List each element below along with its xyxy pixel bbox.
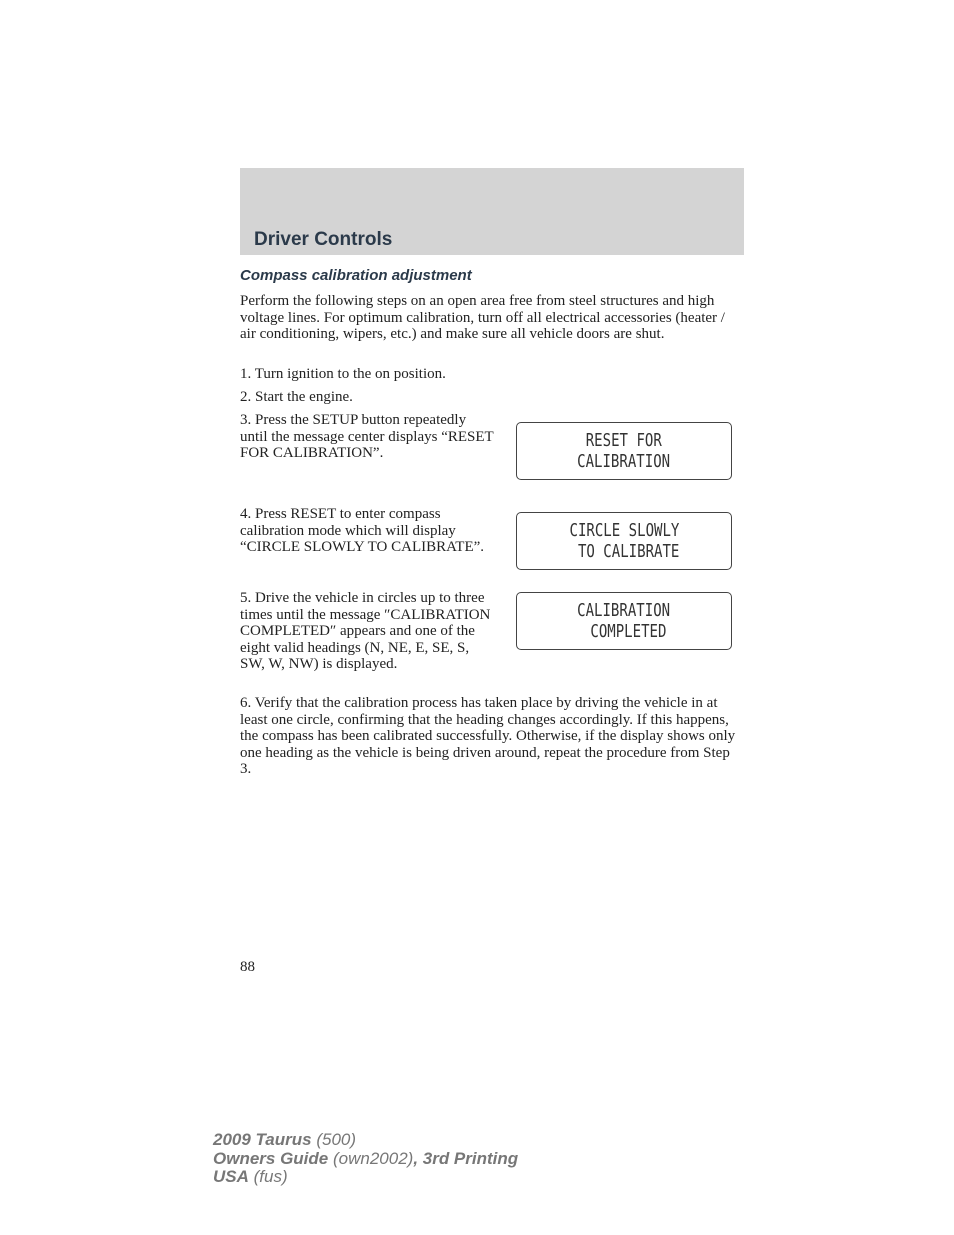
- display-line: RESET FOR: [585, 430, 663, 451]
- display-line: COMPLETED: [581, 621, 667, 642]
- step-6: 6. Verify that the calibration process has taken place by driving the vehicle in at least one circle, confirming that the heading changes accordingly. If this happens, the compass has been calibrated successfully. Otherwise, if the display shows only one heading as the vehicle is being driven around, repeat the procedure from Step 3.: [240, 695, 736, 777]
- footer-printing: , 3rd Printing: [413, 1148, 519, 1168]
- message-display-circle: [516, 512, 732, 570]
- step-1: 1. Turn ignition to the on position.: [240, 366, 446, 382]
- header-band: [240, 168, 744, 255]
- footer-line-2: [213, 1150, 518, 1169]
- section-title: Driver Controls: [254, 229, 393, 250]
- step-2: 2. Start the engine.: [240, 389, 353, 405]
- page-number: 88: [240, 959, 255, 975]
- step-3: 3. Press the SETUP button repeatedly until the message center displays “RESET FOR CALIBRATION”.: [240, 412, 494, 461]
- intro-paragraph: Perform the following steps on an open area free from steel structures and high voltage lines. For optimum calibration, turn off all electrical accessories (heater / air conditioning, wipers, etc.) and make sure all vehicle doors are shut.: [240, 293, 725, 342]
- display-line: CALIBRATION: [577, 600, 671, 621]
- footer-line-1: [213, 1131, 518, 1150]
- footer-guide: Owners Guide: [213, 1148, 329, 1168]
- display-line: TO CALIBRATE: [569, 541, 679, 562]
- footer-line-3: [213, 1168, 518, 1187]
- footer-region: USA: [213, 1167, 249, 1186]
- footer-region-code: (fus): [253, 1167, 288, 1186]
- message-display-completed: [516, 592, 732, 650]
- step-4: 4. Press RESET to enter compass calibration mode which will display “CIRCLE SLOWLY TO CALIBRATE”.: [240, 506, 485, 555]
- subheading: Compass calibration adjustment: [240, 267, 472, 284]
- display-line: CIRCLE SLOWLY: [569, 520, 679, 541]
- footer-guide-code: (own2002): [332, 1148, 414, 1168]
- footer-model: 2009 Taurus: [213, 1130, 312, 1149]
- footer: [213, 1131, 518, 1187]
- step-5: 5. Drive the vehicle in circles up to three times until the message ″CALIBRATION COMPLETED″ appears and one of the eight valid headings (N, NE, E, SE, S, SW, W, NW) is displayed.: [240, 590, 491, 672]
- footer-model-code: (500): [316, 1130, 357, 1149]
- display-line: CALIBRATION: [577, 451, 671, 472]
- message-display-reset: [516, 422, 732, 480]
